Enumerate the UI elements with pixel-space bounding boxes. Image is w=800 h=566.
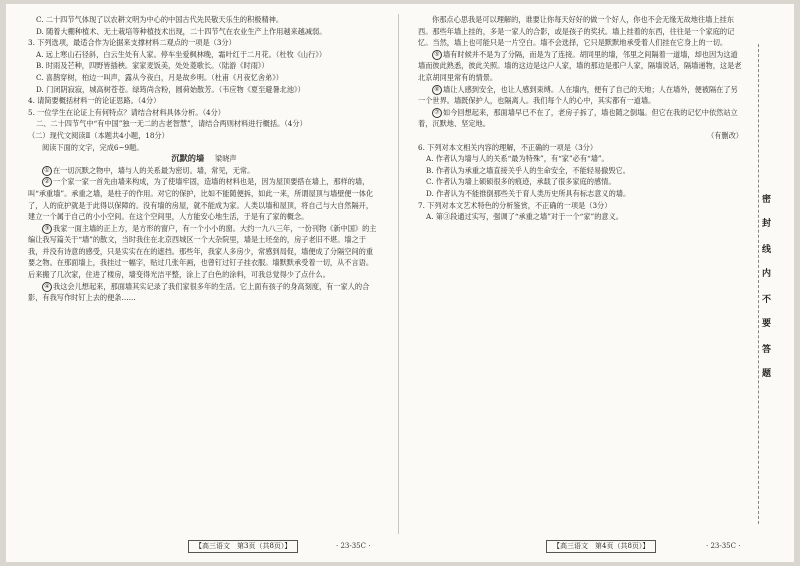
question-6: 6. 下列对本文相关内容的理解，不正确的一项是（3分） bbox=[418, 142, 598, 152]
binding-char: 密 bbox=[762, 195, 772, 205]
article-title: 沉默的墙 bbox=[171, 153, 205, 164]
para-number: ⑥ bbox=[432, 85, 442, 95]
question-7: 7. 下列对本文艺术特色的分析鉴赏，不正确的一项是（3分） bbox=[418, 200, 612, 210]
option-line: A. 作者认为墙与人的关系“最为特殊”，有“家”必有“墙”。 bbox=[426, 154, 609, 164]
para-number: ① bbox=[42, 166, 52, 176]
para-number: ⑦ bbox=[432, 108, 442, 118]
right-page-footer: 【高三语文 第4页（共8页）】 bbox=[546, 540, 656, 553]
right-exam-code: · 23-35C · bbox=[706, 542, 741, 550]
paragraph: 你那点心思我是可以理解的，谁要让你每天好好的做一个好人，你也不会无缘无故地往墙上挂东西。那些年墙上挂的，多是一家人的合影，或是孩子的奖状。墙上挂着的东西，往往是一个家庭的记忆。当然，墙上也可能只是一片空白。墙不会选择，它只是默默地承受着人们挂在它身上的一切。 bbox=[418, 15, 735, 48]
question-5: 5. 一位学生在论证上有何特点？请结合材料具体分析。（4分） bbox=[28, 107, 225, 117]
binding-char: 封 bbox=[762, 219, 772, 229]
reading-intro: 阅读下面的文字，完成6~9题。 bbox=[42, 142, 144, 152]
option-line: A. 第③段通过实写，强调了“承重之墙”对于一个“家”的意义。 bbox=[426, 212, 623, 222]
option-line: D. 随着大棚种植术、无土栽培等种植技术出现，二十四节气在农业生产上作用越来越减弱。 bbox=[36, 26, 327, 36]
source-note: （有删改） bbox=[707, 130, 743, 140]
binding-char: 线 bbox=[762, 245, 772, 255]
column-divider bbox=[398, 14, 399, 534]
article-title-line bbox=[28, 153, 380, 165]
paragraph: ③ 我家一面主墙的正上方，是方形的窗户，有一个小小的窗。大约一九八三年，一份刊物《新中国》的主编让我写篇关于“墙”的散文，当时我住在北京西城区一个大杂院里，墙是土坯垒的，房子老旧不堪。墙之于我，并没有诗意的感受，只是实实在在的遮挡。那些年，我家人多房少，常感到局促，墙便成了分隔空间的重要之物。在那面墙上，我挂过一幅字，贴过几张年画，也曾钉过钉子挂衣服。墙默默承受着一切，从不言语。后来搬了几次家，住进了楼房，墙变得光洁平整，涂上了白色的涂料，可我总觉得少了点什么。 bbox=[28, 223, 377, 280]
question-3: 3. 下列选项，最适合作为论据来支撑材料二观点的一项是（3分） bbox=[28, 38, 236, 48]
left-column bbox=[28, 14, 380, 304]
binding-char: 不 bbox=[762, 295, 772, 305]
binding-line bbox=[758, 44, 760, 524]
binding-char: 答 bbox=[762, 345, 772, 355]
option-line: C. 喜鹊穿树，柏边一叫声，露从今夜白，月是故乡明。（杜甫《月夜忆舍弟》） bbox=[36, 72, 283, 82]
para-number: ② bbox=[42, 177, 52, 187]
paragraph: ② 一个家一家一首先由墙来构成，为了使墙牢固，造墙的材料也是，因为屋顶要搭在墙上，那样的墙，叫“承重墙”。承重之墙，是柱子的作用。对它的保护，比如不能随便拆，如此一来，所谓屋顶与墙壁便一体化了，人的庇护就是于此得以保障的。没有墙的房屋，就不能成为家。人类以墙和屋顶，将自己与大自然隔开，建立一个属于自己的小小空间。在这个空间里，人方能安心地生活，于是有了家的概念。 bbox=[28, 177, 374, 222]
option-line: B. 作者认为承重之墙直接关乎人的生命安全，不能轻易撤毁它。 bbox=[426, 165, 630, 175]
option-line: B. 时雨及芒种，四野皆插秧。家家麦饭美，处处菱歌长。（陆游《时雨》） bbox=[36, 61, 269, 71]
left-exam-code: · 23-35C · bbox=[336, 542, 371, 550]
left-page-footer: 【高三语文 第3页（共8页）】 bbox=[188, 540, 298, 553]
option-line: C. 二十四节气体现了以农耕文明为中心的中国古代先民敬天乐生的积极精神。 bbox=[36, 15, 284, 24]
paragraph: ⑦ 如今回想起来，那面墙早已不在了，老房子拆了，墙也随之倒塌。但它在我的记忆中依然站立着，沉默地、坚定地。 bbox=[418, 107, 738, 129]
para-number: ④ bbox=[42, 282, 52, 292]
para-number: ⑤ bbox=[432, 50, 442, 60]
binding-char: 要 bbox=[762, 319, 772, 329]
option-line: C. 作者认为墙上硕硕很多的痕迹，承载了很多家庭的感情。 bbox=[426, 177, 616, 187]
question-4: 4. 请简要概括材料一的论证思路。（4分） bbox=[28, 96, 161, 106]
binding-char: 题 bbox=[762, 369, 772, 379]
paragraph: ④ 我这会儿想起来，那面墙其实记录了我们家很多年的生活。它上面有孩子的身高刻度，有一家人的合影，有我写作时钉上去的便条…… bbox=[28, 281, 370, 303]
article-author: 梁晓声 bbox=[215, 154, 237, 164]
option-line: D. 门闭阴寂寂，城高树苍苍。绿筠尚含粉，圆荷始散芳。（韦应物《夏至避暑北池》） bbox=[36, 84, 305, 94]
option-line: D. 作者认为不能推倒那些关于育人类历史所具有标志意义的墙。 bbox=[426, 188, 631, 198]
para-number: ③ bbox=[42, 224, 52, 234]
section-heading: （二）现代文阅读Ⅱ（本题共4小题，18分） bbox=[28, 130, 169, 140]
right-column bbox=[418, 14, 743, 223]
paragraph: ① 在一切沉默之物中，墙与人的关系最为密切。墙，常见，无常。 bbox=[28, 165, 380, 177]
question-sub: 二、二十四节气中“有中国”独一无二的古老智慧”，请结合两则材料进行概括。（4分） bbox=[36, 119, 307, 129]
binding-char: 内 bbox=[762, 269, 772, 279]
paragraph: ⑤ 墙有时候并不是为了分隔，而是为了连接。胡同里的墙，邻里之间隔着一道墙，却也因为这道墙而彼此熟悉，彼此关照。墙的这边是这户人家，墙的那边是那户人家，隔墙说话，隔墙递物，这是老北京胡同里常有的情景。 bbox=[418, 49, 742, 82]
exam-sheet bbox=[6, 4, 794, 562]
option-line: A. 远上寒山石径斜，白云生处有人家。停车坐爱枫林晚，霜叶红于二月花。（杜牧《山行》） bbox=[36, 49, 327, 59]
paragraph: ⑥ 墙让人感到安全，也让人感到束缚。人在墙内，便有了自己的天地；人在墙外，便被隔在了另一个世界。墙既保护人，也隔离人。我们每个人的心中，其实都有一道墙。 bbox=[418, 84, 738, 106]
